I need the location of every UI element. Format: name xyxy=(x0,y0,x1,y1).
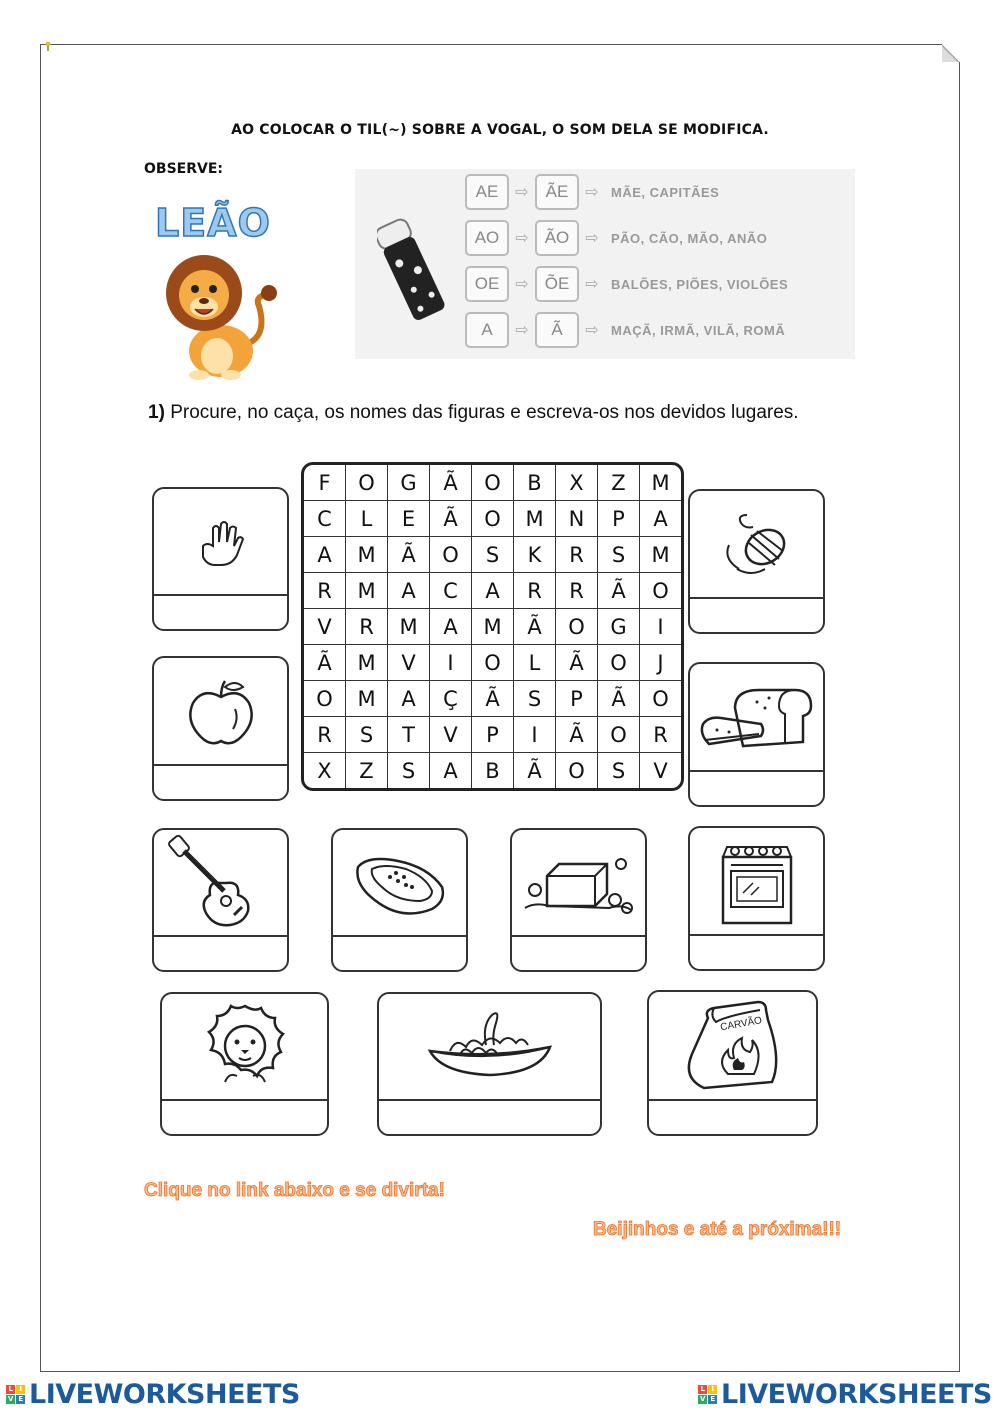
grid-letter[interactable]: Ã xyxy=(598,681,640,717)
tilde-vowel: ÃE xyxy=(535,174,579,210)
charcoal-label: CARVÃO xyxy=(719,1015,763,1034)
grid-letter[interactable]: R xyxy=(556,573,598,609)
answer-field[interactable] xyxy=(379,1099,600,1134)
grid-letter[interactable]: L xyxy=(514,645,556,681)
grid-letter[interactable]: X xyxy=(556,465,598,501)
spinning-top-icon xyxy=(717,505,797,585)
grid-letter[interactable]: M xyxy=(346,537,388,573)
observe-label: OBSERVE: xyxy=(144,161,223,177)
grid-letter[interactable]: A xyxy=(430,609,472,645)
grid-letter[interactable]: A xyxy=(472,573,514,609)
arrow-icon: ⇨ xyxy=(585,276,599,293)
plain-vowel: A xyxy=(465,312,509,348)
lion-icon xyxy=(195,1002,295,1092)
grid-letter[interactable]: R xyxy=(304,717,346,753)
arrow-icon: ⇨ xyxy=(585,322,599,339)
answer-field[interactable] xyxy=(333,935,466,970)
picture-card-guitar xyxy=(152,828,289,972)
grid-letter[interactable]: Ã xyxy=(514,609,556,645)
logo-grid-icon: L I V E xyxy=(698,1385,717,1404)
grid-letter[interactable]: M xyxy=(346,573,388,609)
grid-letter[interactable]: A xyxy=(388,573,430,609)
papaya-icon xyxy=(350,843,450,923)
question-1 xyxy=(148,399,848,426)
logo-grid-icon: L I V E xyxy=(6,1385,25,1404)
grid-letter[interactable]: I xyxy=(514,717,556,753)
grid-row xyxy=(304,609,681,645)
grid-letter[interactable]: M xyxy=(640,537,682,573)
grid-letter[interactable]: V xyxy=(640,753,682,789)
grid-letter[interactable]: X xyxy=(304,753,346,789)
grid-letter[interactable]: I xyxy=(430,645,472,681)
grid-letter[interactable]: M xyxy=(514,501,556,537)
grid-letter[interactable]: Ã xyxy=(556,717,598,753)
tilde-vowel: ÕE xyxy=(535,266,579,302)
grid-row xyxy=(304,465,681,501)
grid-row xyxy=(304,645,681,681)
farewell-text: Beijinhos e até a próxima!!! xyxy=(593,1219,842,1240)
examples: PÃO, CÃO, MÃO, ANÃO xyxy=(611,230,768,246)
grid-letter[interactable]: O xyxy=(472,501,514,537)
answer-field[interactable] xyxy=(154,594,287,629)
answer-field[interactable] xyxy=(154,935,287,970)
arrow-icon: ⇨ xyxy=(515,322,529,339)
grid-letter[interactable]: S xyxy=(514,681,556,717)
til-row xyxy=(465,267,788,301)
arrow-icon: ⇨ xyxy=(515,230,529,247)
til-row xyxy=(465,221,767,255)
arrow-icon: ⇨ xyxy=(585,184,599,201)
example-word: LEÃO xyxy=(155,201,271,245)
grid-letter[interactable]: R xyxy=(640,717,682,753)
grid-letter[interactable]: S xyxy=(346,717,388,753)
grid-row xyxy=(304,573,681,609)
macaroni-icon xyxy=(420,1007,560,1087)
grid-letter[interactable]: R xyxy=(514,573,556,609)
grid-row xyxy=(304,717,681,753)
grid-letter[interactable]: P xyxy=(472,717,514,753)
grid-letter[interactable]: G xyxy=(598,609,640,645)
liveworksheets-logo-left xyxy=(6,1379,300,1410)
grid-letter[interactable]: O xyxy=(640,573,682,609)
grid-letter[interactable]: M xyxy=(346,645,388,681)
grid-letter[interactable]: A xyxy=(430,753,472,789)
grid-letter[interactable]: Z xyxy=(598,465,640,501)
picture-card-apple xyxy=(152,656,289,801)
answer-field[interactable] xyxy=(690,597,823,632)
picture-card-papaya xyxy=(331,828,468,972)
picture-card-lion xyxy=(160,992,329,1136)
grid-letter[interactable]: I xyxy=(640,609,682,645)
picture-card-soap xyxy=(510,828,647,972)
answer-field[interactable] xyxy=(154,764,287,799)
bread-icon xyxy=(697,678,817,758)
tilde-vowel: ÃO xyxy=(535,220,579,256)
grid-letter[interactable]: N xyxy=(556,501,598,537)
page-corner-fold xyxy=(942,44,960,62)
grid-letter[interactable]: J xyxy=(640,645,682,681)
answer-field[interactable] xyxy=(512,935,645,970)
grid-letter[interactable]: M xyxy=(346,681,388,717)
grid-letter[interactable]: S xyxy=(388,753,430,789)
grid-letter[interactable]: M xyxy=(472,609,514,645)
picture-card-macaroni xyxy=(377,992,602,1136)
grid-letter[interactable]: A xyxy=(388,681,430,717)
pin-icon xyxy=(44,41,52,51)
brand-name: LIVEWORKSHEETS xyxy=(721,1379,992,1410)
grid-letter[interactable]: S xyxy=(598,753,640,789)
picture-card-bread xyxy=(688,662,825,807)
grid-letter[interactable]: V xyxy=(430,717,472,753)
picture-card-charcoal xyxy=(647,990,818,1136)
examples: BALÕES, PIÕES, VIOLÕES xyxy=(611,276,789,292)
picture-card-stove xyxy=(688,826,825,971)
grid-letter[interactable]: C xyxy=(304,501,346,537)
tilde-examples-table xyxy=(355,169,855,359)
grid-letter[interactable]: Ã xyxy=(304,645,346,681)
grid-letter[interactable]: F xyxy=(304,465,346,501)
apple-icon xyxy=(181,677,261,747)
answer-field[interactable] xyxy=(162,1099,327,1134)
pencil-eraser-icon xyxy=(377,209,447,339)
grid-letter[interactable]: V xyxy=(388,645,430,681)
grid-letter[interactable]: K xyxy=(514,537,556,573)
grid-letter[interactable]: P xyxy=(556,681,598,717)
page-heading: AO COLOCAR O TIL(~) SOBRE A VOGAL, O SOM DELA SE MODIFICA. xyxy=(231,122,769,138)
question-text: Procure, no caça, os nomes das figuras e escreva-os nos devidos lugares. xyxy=(170,402,799,423)
grid-letter[interactable]: Ã xyxy=(598,573,640,609)
soap-icon xyxy=(519,848,639,918)
picture-card-hand xyxy=(152,487,289,631)
cartoon-lion-icon xyxy=(159,251,279,381)
grid-row xyxy=(304,753,681,789)
grid-letter[interactable]: O xyxy=(598,717,640,753)
grid-letter[interactable]: O xyxy=(640,681,682,717)
arrow-icon: ⇨ xyxy=(515,276,529,293)
answer-field[interactable] xyxy=(690,770,823,805)
answer-field[interactable] xyxy=(649,1099,816,1134)
picture-card-top xyxy=(688,489,825,634)
grid-letter[interactable]: Ã xyxy=(514,753,556,789)
arrow-icon: ⇨ xyxy=(515,184,529,201)
grid-letter[interactable]: O xyxy=(304,681,346,717)
grid-letter[interactable]: G xyxy=(388,465,430,501)
til-row xyxy=(465,313,785,347)
grid-letter[interactable]: O xyxy=(472,645,514,681)
grid-letter[interactable]: Ã xyxy=(388,537,430,573)
grid-letter[interactable]: Ç xyxy=(430,681,472,717)
grid-letter[interactable]: M xyxy=(388,609,430,645)
grid-letter[interactable]: S xyxy=(598,537,640,573)
plain-vowel: OE xyxy=(465,266,509,302)
grid-letter[interactable]: O xyxy=(556,753,598,789)
grid-row xyxy=(304,537,681,573)
answer-field[interactable] xyxy=(690,934,823,969)
grid-letter[interactable]: R xyxy=(556,537,598,573)
grid-letter[interactable]: Ã xyxy=(430,501,472,537)
grid-letter[interactable]: A xyxy=(640,501,682,537)
grid-letter[interactable]: L xyxy=(346,501,388,537)
grid-letter[interactable]: O xyxy=(556,609,598,645)
grid-letter[interactable]: O xyxy=(598,645,640,681)
grid-letter[interactable]: O xyxy=(472,465,514,501)
grid-letter[interactable]: O xyxy=(430,537,472,573)
grid-letter[interactable]: P xyxy=(598,501,640,537)
grid-letter[interactable]: A xyxy=(304,537,346,573)
question-number: 1) xyxy=(148,402,165,423)
worksheet-page xyxy=(40,44,960,1372)
grid-letter[interactable]: Ã xyxy=(472,681,514,717)
arrow-icon: ⇨ xyxy=(585,230,599,247)
brand-name: LIVEWORKSHEETS xyxy=(29,1379,300,1410)
tilde-vowel: Ã xyxy=(535,312,579,348)
link-invite-text: Clique no link abaixo e se divirta! xyxy=(144,1180,445,1201)
word-search-grid xyxy=(301,462,684,791)
grid-letter[interactable]: Ã xyxy=(556,645,598,681)
examples: MAÇÃ, IRMÃ, VILÃ, ROMÃ xyxy=(611,322,786,338)
grid-letter[interactable]: V xyxy=(304,609,346,645)
plain-vowel: AE xyxy=(465,174,509,210)
plain-vowel: AO xyxy=(465,220,509,256)
grid-row xyxy=(304,681,681,717)
grid-letter[interactable]: Z xyxy=(346,753,388,789)
grid-letter[interactable]: M xyxy=(640,465,682,501)
charcoal-bag-icon xyxy=(678,998,788,1094)
grid-letter[interactable]: C xyxy=(430,573,472,609)
grid-letter[interactable]: O xyxy=(346,465,388,501)
grid-letter[interactable]: S xyxy=(472,537,514,573)
guitar-icon xyxy=(166,833,276,933)
grid-letter[interactable]: T xyxy=(388,717,430,753)
til-row xyxy=(465,175,719,209)
examples: MÃE, CAPITÃES xyxy=(611,184,720,200)
liveworksheets-logo-right xyxy=(698,1379,992,1410)
grid-letter[interactable]: E xyxy=(388,501,430,537)
stove-icon xyxy=(717,837,797,927)
grid-letter[interactable]: R xyxy=(304,573,346,609)
hand-icon xyxy=(191,512,251,572)
grid-row xyxy=(304,501,681,537)
grid-letter[interactable]: R xyxy=(346,609,388,645)
grid-letter[interactable]: Ã xyxy=(430,465,472,501)
grid-letter[interactable]: B xyxy=(514,465,556,501)
grid-letter[interactable]: B xyxy=(472,753,514,789)
